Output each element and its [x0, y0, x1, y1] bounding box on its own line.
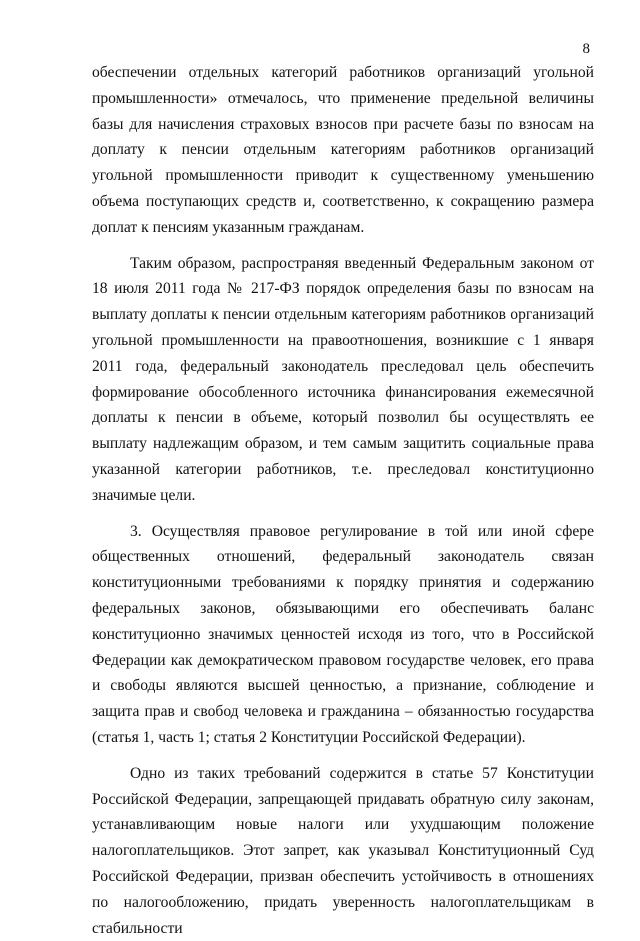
page-number: 8: [582, 41, 590, 57]
paragraph-continuation: обеспечении отдельных категорий работников организаций угольной промышленности» отмечалось, что применение предельной величины базы для начисления страховых взносов при расчете базы по взносам на доплату к пенсии отдельным категориям работников организаций угольной промышленности приводит к существенному уменьшению объема поступающих средств и, соответственно, к сокращению размера доплат к пенсиям указанным гражданам.: [92, 64, 594, 236]
document-body: [92, 60, 594, 941]
paragraph-thus: Таким образом, распространяя введенный Федеральным законом от 18 июля 2011 года № 217-ФЗ порядок определения базы по взносам на выплату доплаты к пенсии отдельным категориям работников организаций угольной промышленности на правоотношения, возникшие с 1 января 2011 года, федеральный законодатель преследовал цель обеспечить формирование обособленного источника финансирования ежемесячной доплаты к пенсии в объеме, который позволил бы осуществлять ее выплату надлежащим образом, и тем самым защитить социальные права указанной категории работников, т.е. преследовал конституционно значимые цели.: [92, 254, 594, 504]
paragraph-section-3: 3. Осуществляя правовое регулирование в той или иной сфере общественных отношений, федеральный законодатель связан конституционными требованиями к порядку принятия и содержанию федеральных законов, обязывающими его обеспечивать баланс конституционно значимых ценностей исходя из того, что в Российской Федерации как демократическом правовом государстве человек, его права и свободы являются высшей ценностью, а признание, соблюдение и защита прав и свобод человека и гражданина – обязанностью государства (статья 1, часть 1; статья 2 Конституции Российской Федерации).: [92, 522, 594, 746]
paragraph-article-57: Одно из таких требований содержится в статье 57 Конституции Российской Федерации, запрещающей придавать обратную силу законам, устанавливающим новые налоги или ухудшающим положение налогоплательщиков. Этот запрет, как указывал Конституционный Суд Российской Федерации, призван обеспечить устойчивость в отношениях по налогообложению, придать уверенность налогоплательщикам в стабильности: [92, 764, 594, 937]
